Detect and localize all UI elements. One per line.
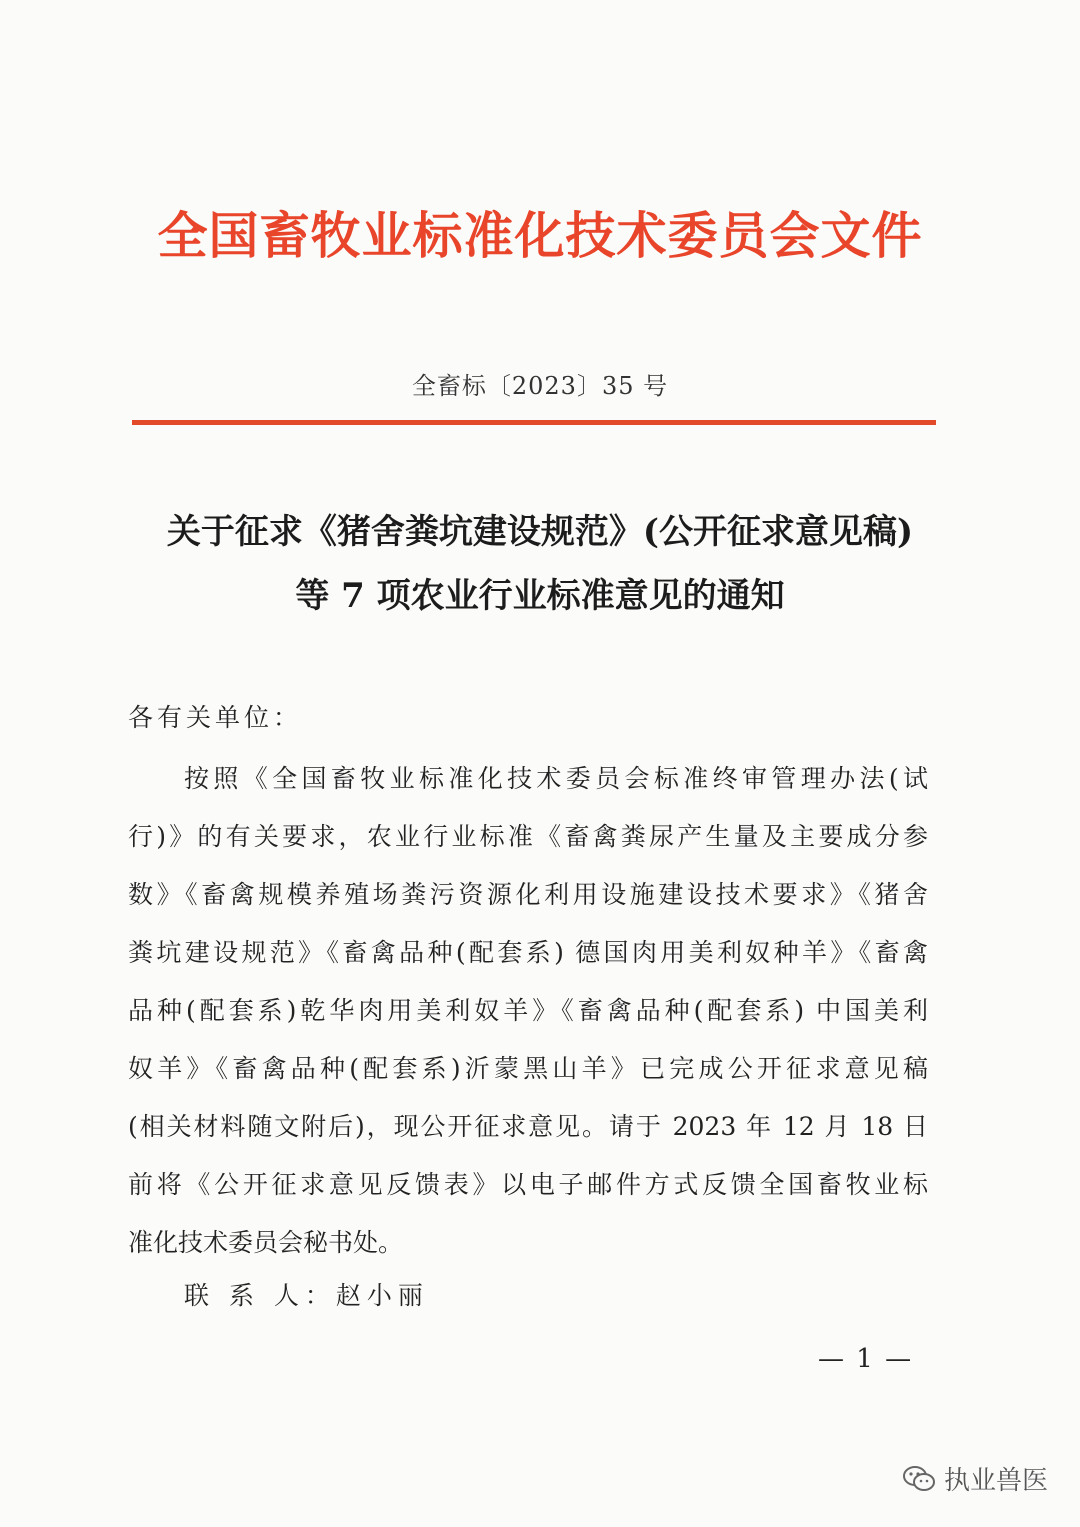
contact-person: 联 系 人：赵小丽 [184, 1281, 429, 1310]
page-number: — 1 — [818, 1344, 914, 1374]
body-line: 品种(配套系)乾华肉用美利奴羊》《畜禽品种(配套系) 中国美利 [128, 996, 928, 1025]
watermark [902, 1460, 1048, 1497]
notice-title-line-2: 等 7 项农业行业标准意见的通知 [295, 576, 785, 616]
body-line: 按照《全国畜牧业标准化技术委员会标准终审管理办法(试 [184, 764, 928, 793]
body-line: 前将《公开征求意见反馈表》以电子邮件方式反馈全国畜牧业标 [128, 1170, 928, 1199]
salutation: 各有关单位： [128, 703, 303, 732]
notice-title [0, 500, 1080, 628]
notice-title-line-1: 关于征求《猪舍粪坑建设规范》(公开征求意见稿) [166, 512, 914, 552]
body-line: 行)》的有关要求，农业行业标准《畜禽粪尿产生量及主要成分参 [128, 822, 928, 851]
body-line: 奴羊》《畜禽品种(配套系)沂蒙黑山羊》已完成公开征求意见稿 [128, 1054, 928, 1083]
watermark-text: 执业兽医 [944, 1466, 1049, 1496]
red-divider-line [132, 420, 936, 425]
body-line: (相关材料随文附后)，现公开征求意见。请于 2023 年 12 月 18 日 [128, 1112, 928, 1141]
body-line: 准化技术委员会秘书处。 [128, 1228, 404, 1257]
body-line: 数》《畜禽规模养殖场粪污资源化利用设施建设技术要求》《猪舍 [128, 880, 928, 909]
body-paragraph [128, 750, 928, 1272]
body-line: 粪坑建设规范》《畜禽品种(配套系) 德国肉用美利奴种羊》《畜禽 [128, 938, 928, 967]
wechat-icon [902, 1464, 936, 1494]
issuer-header-title: 全国畜牧业标准化技术委员会文件 [157, 207, 923, 265]
document-number: 全畜标〔2023〕35 号 [411, 372, 669, 400]
